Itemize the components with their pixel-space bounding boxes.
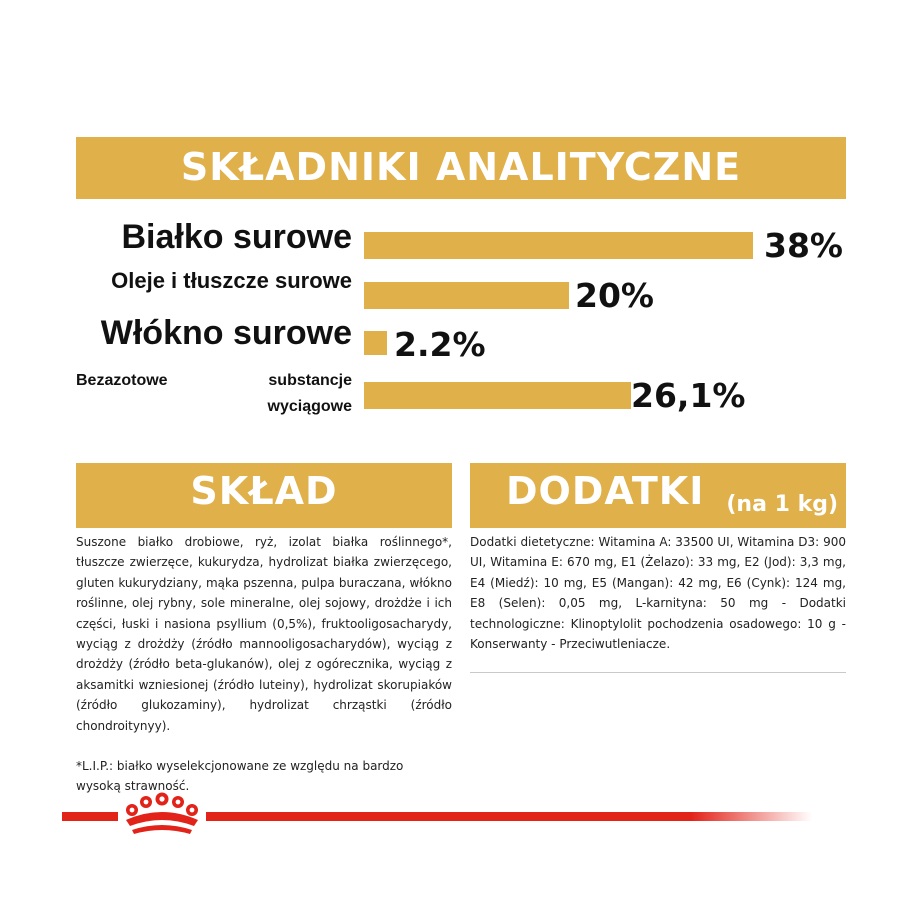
analytic-title: SKŁADNIKI ANALITYCZNE: [180, 145, 742, 189]
analytic-value-fat: 20%: [575, 276, 654, 315]
analytic-label-fibre: Włókno surowe: [100, 314, 352, 352]
additives-title: DODATKI: [506, 469, 705, 513]
additives-header: [470, 463, 846, 528]
analytic-value-nfe: 26,1%: [631, 376, 746, 415]
analytic-value-fibre: 2.2%: [394, 325, 486, 364]
analytic-bar-protein: [364, 232, 753, 259]
composition-header: [76, 463, 452, 528]
analytic-label-fat: Oleje i tłuszcze surowe: [111, 268, 352, 293]
composition-footnote-2: wysoką strawność.: [76, 779, 190, 793]
additives-text: Dodatki dietetyczne: Witamina A: 33500 UI, Witamina D3: 900 UI, Witamina E: 670 mg, E1 (Żelazo): 33 mg, E2 (Jod): 3,3 mg, E4 (Miedź): 10 mg, E5 (Mangan): 42 mg, E6 (Cynk): 124 mg, E8 (Selen): 0,05 mg, L-karnityna: 50 mg - Dodatki technologiczne: Klinoptylolit pochodzenia osadowego: 10 g - Konserwanty - Przeciwutleniacze.: [470, 535, 846, 652]
composition-text: Suszone białko drobiowe, ryż, izolat białka roślinnego*, tłuszcze zwierzęce, kukurydza, hydrolizat białka zwierzęcego, gluten kukurydziany, mąka pszenna, pulpa buraczana, włókno roślinne, olej rybny, sole mineralne, olej sojowy, drożdże i ich części, łuski i nasiona psyllium (0,5%), fruktooligosacharydy, wyciąg z drożdży (źródło mannooligosacharydów), wyciąg z drożdży (źródło beta-glukanów), olej z ogórecznika, wyciąg z aksamitki wzniesionej (źródło luteiny), hydrolizat skorupiaków (źródło glukozaminy), hydrolizat chrząstki (źródło chondroitynyy).: [76, 535, 452, 733]
analytic-bar-fat: [364, 282, 569, 309]
additives-divider: [470, 672, 846, 673]
composition-footnote-1: *L.I.P.: białko wyselekcjonowane ze względu na bardzo: [76, 759, 404, 773]
analytic-bar-nfe: [364, 382, 631, 409]
footer-redline-left: [62, 812, 118, 821]
analytic-value-protein: 38%: [764, 226, 843, 265]
analytic-label-nfe-line2: wyciągowe: [267, 398, 352, 415]
analytic-label-nfe-left: Bezazotowe: [76, 372, 168, 389]
analytic-bar-fibre: [364, 331, 387, 355]
analytic-label-nfe-right: substancje: [268, 372, 352, 389]
royal-canin-crown-icon: [118, 790, 206, 838]
analytic-label-protein: Białko surowe: [121, 218, 352, 256]
additives-unit: (na 1 kg): [726, 492, 838, 517]
composition-title: SKŁAD: [190, 469, 338, 513]
analytic-header: [76, 137, 846, 199]
footer-redline-right: [206, 812, 812, 821]
